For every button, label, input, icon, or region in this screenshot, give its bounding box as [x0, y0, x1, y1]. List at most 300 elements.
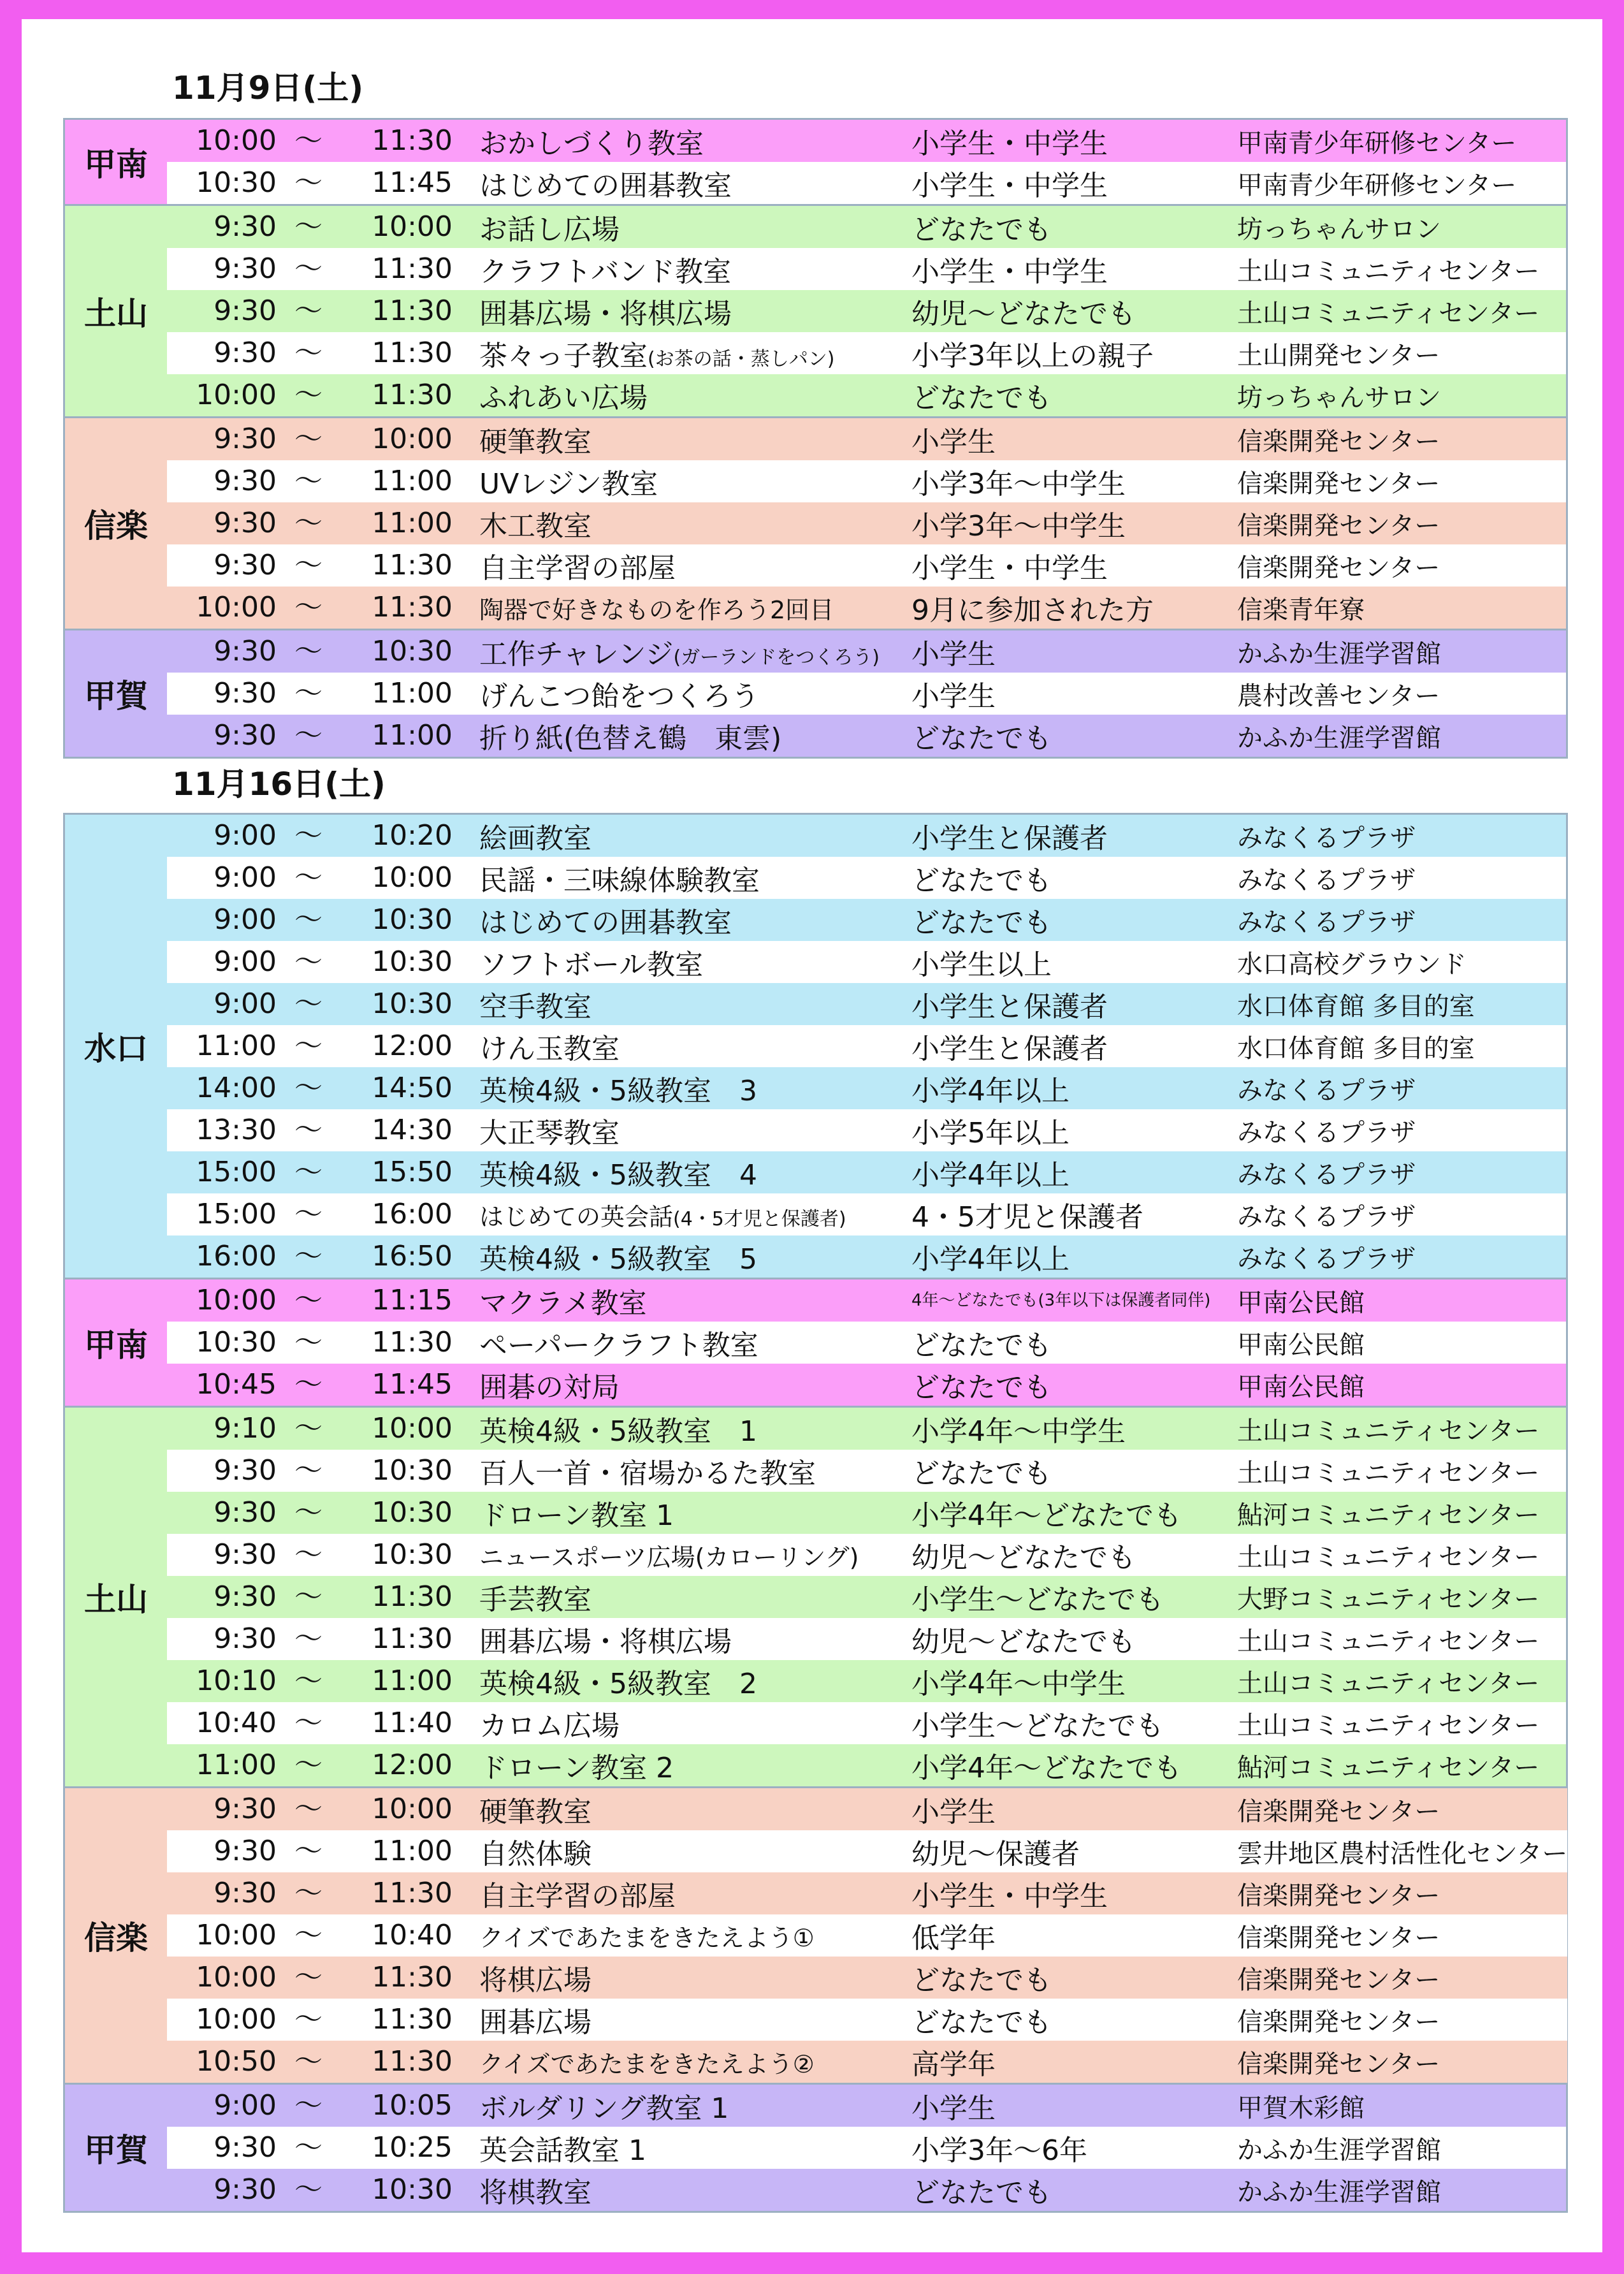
program-name: 囲碁広場 [479, 2006, 591, 2039]
venue-cell: 坊っちゃんサロン [1237, 214, 1441, 244]
schedule-row [167, 1025, 1566, 1067]
time-separator: ～ [294, 1240, 323, 1272]
area-group [65, 2085, 1566, 2211]
time-separator: ～ [294, 1326, 323, 1359]
time-separator: ～ [294, 635, 323, 667]
end-time: 11:00 [372, 719, 453, 752]
area-rows [167, 2085, 1566, 2211]
schedule-row [167, 899, 1566, 941]
start-time: 11:00 [196, 1030, 277, 1062]
time-separator: ～ [294, 166, 323, 199]
time-cell [167, 2127, 479, 2169]
target-cell: 幼児～どなたでも [911, 1626, 1136, 1658]
program-note: (ガーランドをつくろう) [673, 646, 880, 669]
program-name: クラフトバンド教室 [479, 256, 732, 288]
target-cell: 低学年 [911, 1922, 996, 1955]
time-cell [167, 162, 479, 204]
start-time: 9:30 [214, 1793, 277, 1825]
end-time: 10:30 [372, 988, 453, 1020]
venue-cell: 甲南公民館 [1237, 1330, 1365, 1360]
venue-cell: 甲南青少年研修センター [1237, 128, 1517, 158]
time-cell [167, 1235, 479, 1278]
program-cell [479, 1873, 911, 1914]
end-time: 10:30 [372, 635, 453, 667]
time-separator: ～ [294, 1665, 323, 1697]
start-time: 9:30 [214, 1835, 277, 1867]
program-note: (お茶の話・蒸しパン) [648, 348, 835, 370]
venue-cell: 鮎河コミュニティセンター [1237, 1753, 1540, 1782]
time-separator: ～ [294, 1496, 323, 1529]
end-time: 11:30 [372, 337, 453, 369]
area-label: 水口 [65, 815, 167, 1278]
venue-cell: 信楽開発センター [1237, 469, 1440, 499]
program-name: はじめての英会話 [479, 1202, 674, 1231]
time-cell [167, 1492, 479, 1534]
time-separator: ～ [294, 677, 323, 710]
end-time: 10:30 [372, 1454, 453, 1487]
target-cell: 小学生・中学生 [911, 1880, 1108, 1913]
start-time: 9:10 [214, 1412, 277, 1445]
program-cell [479, 120, 911, 161]
program-cell [479, 1492, 911, 1533]
end-time: 11:00 [372, 1835, 453, 1867]
program-name: おかしづくり教室 [479, 128, 704, 160]
venue-cell: 甲南公民館 [1237, 1288, 1365, 1318]
schedule-row [167, 162, 1566, 204]
time-separator: ～ [294, 1538, 323, 1571]
program-cell [479, 1026, 911, 1067]
program-name: 折り紙(色替え鶴 東雲) [479, 722, 782, 755]
area-label: 甲南 [65, 1279, 167, 1406]
start-time: 10:00 [196, 1961, 277, 1993]
end-time: 11:30 [372, 1622, 453, 1655]
time-cell [167, 1364, 479, 1406]
schedule-row [167, 815, 1566, 857]
program-name: 工作チャレンジ [479, 638, 674, 671]
program-cell [479, 1322, 911, 1363]
time-separator: ～ [294, 1454, 323, 1487]
time-separator: ～ [294, 861, 323, 894]
program-name: 空手教室 [479, 991, 591, 1023]
end-time: 11:30 [372, 379, 453, 411]
end-time: 10:00 [372, 1793, 453, 1825]
time-cell [167, 673, 479, 715]
schedule-row [167, 630, 1566, 673]
target-cell: どなたでも [911, 214, 1052, 246]
venue-cell: みなくるプラザ [1237, 1075, 1416, 1105]
target-cell: どなたでも [911, 1371, 1052, 1404]
time-cell [167, 1872, 479, 1914]
time-cell [167, 2085, 479, 2127]
end-time: 11:30 [372, 591, 453, 623]
area-label: 信楽 [65, 418, 167, 629]
program-name: 硬筆教室 [479, 1796, 591, 1828]
time-separator: ～ [294, 1030, 323, 1062]
start-time: 9:00 [214, 819, 277, 852]
end-time: 11:40 [372, 1707, 453, 1739]
program-cell [479, 1197, 911, 1232]
area-rows [167, 630, 1566, 757]
schedule-row [167, 1576, 1566, 1618]
target-cell: どなたでも [911, 907, 1052, 939]
end-time: 11:30 [372, 1326, 453, 1359]
program-cell [479, 1364, 911, 1405]
start-time: 9:30 [214, 549, 277, 581]
time-cell [167, 544, 479, 587]
program-cell [479, 1110, 911, 1151]
start-time: 9:30 [214, 210, 277, 243]
venue-cell: 鮎河コミュニティセンター [1237, 1500, 1540, 1530]
program-name: 英検4級・5級教室 4 [479, 1159, 757, 1192]
venue-cell: みなくるプラザ [1237, 865, 1416, 895]
time-separator: ～ [294, 124, 323, 157]
schedule-row [167, 206, 1566, 248]
target-cell: 小学生と保護者 [911, 822, 1108, 855]
venue-cell: 水口体育館 多目的室 [1237, 1033, 1475, 1063]
time-separator: ～ [294, 423, 323, 455]
time-separator: ～ [294, 719, 323, 752]
start-time: 16:00 [196, 1240, 277, 1272]
program-cell [479, 1619, 911, 1659]
time-separator: ～ [294, 465, 323, 497]
venue-cell: みなくるプラザ [1237, 1118, 1416, 1148]
program-note: (4・5才児と保護者) [673, 1207, 846, 1230]
time-cell [167, 1999, 479, 2041]
time-cell [167, 1576, 479, 1618]
time-separator: ～ [294, 1198, 323, 1230]
start-time: 10:00 [196, 124, 277, 157]
area-label: 信楽 [65, 1788, 167, 2083]
target-cell: 小学生 [911, 2092, 996, 2125]
schedule-row [167, 1999, 1567, 2041]
start-time: 9:30 [214, 337, 277, 369]
start-time: 9:00 [214, 945, 277, 978]
program-name: はじめての囲碁教室 [479, 170, 732, 202]
time-cell [167, 1109, 479, 1151]
time-separator: ～ [294, 1284, 323, 1316]
start-time: 9:00 [214, 903, 277, 936]
target-cell: 幼児～保護者 [911, 1838, 1080, 1870]
schedule-row [167, 1235, 1566, 1278]
venue-cell: かふか生涯学習館 [1237, 723, 1441, 753]
time-cell [167, 502, 479, 544]
start-time: 9:30 [214, 1622, 277, 1655]
venue-cell: 信楽開発センター [1237, 553, 1440, 583]
time-separator: ～ [294, 1877, 323, 1909]
time-separator: ～ [294, 2089, 323, 2122]
schedule-row [167, 2041, 1567, 2083]
time-cell [167, 2169, 479, 2211]
target-cell: どなたでも [911, 1964, 1052, 1997]
schedule-row [167, 1788, 1567, 1830]
venue-cell: 雲井地区農村活性化センター [1237, 1839, 1568, 1869]
venue-cell: みなくるプラザ [1237, 1160, 1416, 1190]
venue-cell: 信楽開発センター [1237, 1965, 1440, 1995]
venue-cell: 信楽開発センター [1237, 1923, 1440, 1953]
area-group [65, 120, 1566, 206]
start-time: 15:00 [196, 1198, 277, 1230]
end-time: 16:50 [372, 1240, 453, 1272]
end-time: 10:05 [372, 2089, 453, 2122]
end-time: 11:30 [372, 2045, 453, 2078]
target-cell: 小学生 [911, 426, 996, 458]
time-separator: ～ [294, 945, 323, 978]
target-cell: 小学4年以上 [911, 1243, 1069, 1276]
program-name: 英会話教室 1 [479, 2134, 646, 2167]
time-separator: ～ [294, 2173, 323, 2206]
time-cell [167, 815, 479, 857]
program-name: UVレジン教室 [479, 468, 658, 500]
program-cell [479, 857, 911, 898]
program-cell [479, 503, 911, 544]
schedule-row [167, 460, 1566, 502]
target-cell: 小学生と保護者 [911, 991, 1108, 1023]
schedule-row [167, 857, 1566, 899]
day-title-2: 11月16日(土) [172, 766, 386, 803]
schedule-row [167, 1322, 1566, 1364]
program-name: ソフトボール教室 [479, 949, 704, 981]
target-cell: 小学生 [911, 638, 996, 671]
time-cell [167, 630, 479, 673]
start-time: 10:40 [196, 1707, 277, 1739]
venue-cell: 坊っちゃんサロン [1237, 383, 1441, 412]
target-cell: 小学生・中学生 [911, 170, 1108, 202]
schedule-row [167, 1914, 1567, 1957]
schedule-row [167, 1702, 1566, 1744]
schedule-row [167, 1450, 1566, 1492]
target-cell: 小学生 [911, 680, 996, 713]
target-cell: 4年～どなたでも(3年以下は保護者同伴) [911, 1291, 1211, 1310]
schedule-row [167, 544, 1566, 587]
time-cell [167, 1660, 479, 1702]
program-name: ふれあい広場 [479, 382, 648, 414]
program-cell [479, 1831, 911, 1872]
start-time: 9:30 [214, 1496, 277, 1529]
area-rows [167, 1408, 1566, 1786]
end-time: 11:00 [372, 677, 453, 710]
program-name: 大正琴教室 [479, 1117, 620, 1149]
start-time: 9:30 [214, 635, 277, 667]
program-name: カロム広場 [479, 1710, 620, 1742]
time-cell [167, 1788, 479, 1830]
program-cell [479, 715, 911, 756]
time-cell [167, 1914, 479, 1957]
area-label: 土山 [65, 206, 167, 416]
end-time: 12:00 [372, 1749, 453, 1781]
venue-cell: 信楽開発センター [1237, 2049, 1440, 2079]
program-cell [479, 375, 911, 416]
target-cell: 小学3年以上の親子 [911, 340, 1154, 372]
schedule-row [167, 1534, 1566, 1576]
end-time: 10:30 [372, 1496, 453, 1529]
program-cell [479, 545, 911, 586]
time-separator: ～ [294, 1156, 323, 1188]
target-cell: どなたでも [911, 1329, 1052, 1362]
program-cell [479, 1236, 911, 1277]
program-name: げんこつ飴をつくろう [479, 680, 760, 713]
schedule-row [167, 418, 1566, 460]
schedule-row [167, 715, 1566, 757]
program-name: マクラメ教室 [479, 1287, 647, 1320]
program-name: 囲碁広場・将棋広場 [479, 298, 732, 330]
program-name: はじめての囲碁教室 [479, 907, 732, 939]
schedule-row [167, 1364, 1566, 1406]
venue-cell: 信楽開発センター [1237, 1797, 1440, 1826]
program-cell [479, 673, 911, 714]
target-cell: 高学年 [911, 2048, 996, 2081]
end-time: 12:00 [372, 1030, 453, 1062]
venue-cell: 土山コミュニティセンター [1237, 1542, 1540, 1572]
start-time: 10:50 [196, 2045, 277, 2078]
program-name: クイズであたまをきたえよう① [479, 1923, 815, 1952]
target-cell: 小学4年以上 [911, 1075, 1069, 1107]
time-separator: ～ [294, 1072, 323, 1104]
time-separator: ～ [294, 1793, 323, 1825]
start-time: 10:00 [196, 2003, 277, 2036]
program-cell [479, 461, 911, 502]
time-cell [167, 1450, 479, 1492]
target-cell: 小学3年～6年 [911, 2134, 1087, 2167]
program-cell [479, 249, 911, 289]
program-name: 自主学習の部屋 [479, 552, 676, 585]
end-time: 10:00 [372, 210, 453, 243]
start-time: 13:30 [196, 1114, 277, 1146]
time-separator: ～ [294, 1749, 323, 1781]
schedule-row [167, 2127, 1566, 2169]
end-time: 11:30 [372, 1961, 453, 1993]
start-time: 9:00 [214, 2089, 277, 2122]
start-time: 9:30 [214, 423, 277, 455]
area-group [65, 418, 1566, 630]
time-separator: ～ [294, 591, 323, 623]
area-label: 甲南 [65, 120, 167, 204]
time-separator: ～ [294, 549, 323, 581]
target-cell: 小学生・中学生 [911, 552, 1108, 585]
venue-cell: みなくるプラザ [1237, 1202, 1416, 1232]
schedule-table-2 [63, 813, 1568, 2213]
schedule-row [167, 1957, 1567, 1999]
program-name: 木工教室 [479, 510, 591, 543]
time-separator: ～ [294, 507, 323, 539]
target-cell: 小学3年～中学生 [911, 510, 1126, 543]
time-cell [167, 460, 479, 502]
program-cell [479, 1450, 911, 1491]
program-name: 将棋教室 [479, 2176, 591, 2209]
program-name: 囲碁広場・将棋広場 [479, 1626, 732, 1658]
end-time: 11:45 [372, 1368, 453, 1401]
target-cell: どなたでも [911, 382, 1052, 414]
area-label: 甲賀 [65, 630, 167, 757]
end-time: 11:00 [372, 507, 453, 539]
target-cell: 小学生・中学生 [911, 256, 1108, 288]
program-name: 将棋広場 [479, 1964, 591, 1997]
start-time: 9:30 [214, 465, 277, 497]
time-cell [167, 1151, 479, 1193]
area-rows [167, 1279, 1566, 1406]
time-cell [167, 1408, 479, 1450]
start-time: 9:30 [214, 719, 277, 752]
program-cell [479, 590, 911, 625]
program-name: 英検4級・5級教室 5 [479, 1243, 757, 1276]
program-cell [479, 984, 911, 1024]
program-name: 茶々っ子教室 [479, 340, 648, 372]
schedule-row [167, 502, 1566, 544]
program-name: 民謡・三味線体験教室 [479, 864, 760, 897]
program-name: 自主学習の部屋 [479, 1880, 676, 1913]
target-cell: どなたでも [911, 2176, 1052, 2209]
program-cell [479, 631, 911, 672]
time-cell [167, 290, 479, 332]
area-group [65, 1788, 1566, 2085]
area-rows [167, 206, 1566, 416]
time-separator: ～ [294, 1114, 323, 1146]
venue-cell: みなくるプラザ [1237, 907, 1416, 937]
venue-cell: 土山コミュニティセンター [1237, 1416, 1540, 1446]
program-name: 硬筆教室 [479, 426, 591, 458]
start-time: 9:30 [214, 1877, 277, 1909]
schedule-row [167, 1067, 1566, 1109]
start-time: 9:30 [214, 2173, 277, 2206]
time-separator: ～ [294, 210, 323, 243]
time-separator: ～ [294, 1961, 323, 1993]
target-cell: どなたでも [911, 1457, 1052, 1490]
venue-cell: 甲南公民館 [1237, 1372, 1365, 1402]
schedule-row [167, 1109, 1566, 1151]
program-name: 百人一首・宿場かるた教室 [479, 1457, 816, 1490]
venue-cell: 土山コミュニティセンター [1237, 256, 1540, 286]
target-cell: 小学生・中学生 [911, 128, 1108, 160]
time-cell [167, 1957, 479, 1999]
venue-cell: みなくるプラザ [1237, 823, 1416, 853]
end-time: 10:30 [372, 945, 453, 978]
target-cell: 9月に参加された方 [911, 594, 1154, 627]
target-cell: 小学生～どなたでも [911, 1710, 1164, 1742]
end-time: 10:00 [372, 1412, 453, 1445]
end-time: 11:30 [372, 549, 453, 581]
time-cell [167, 587, 479, 629]
program-name: 囲碁の対局 [479, 1371, 620, 1404]
schedule-row [167, 2085, 1566, 2127]
area-group [65, 815, 1566, 1279]
program-cell [479, 1745, 911, 1786]
schedule-row [167, 248, 1566, 290]
time-cell [167, 1744, 479, 1786]
target-cell: 幼児～どなたでも [911, 298, 1136, 330]
program-name: 英検4級・5級教室 2 [479, 1668, 757, 1700]
time-separator: ～ [294, 252, 323, 285]
time-cell [167, 1534, 479, 1576]
target-cell: 4・5才児と保護者 [911, 1201, 1143, 1234]
start-time: 9:30 [214, 1538, 277, 1571]
time-cell [167, 1279, 479, 1322]
time-cell [167, 374, 479, 416]
end-time: 10:40 [372, 1919, 453, 1951]
time-separator: ～ [294, 819, 323, 852]
end-time: 15:50 [372, 1156, 453, 1188]
program-cell [479, 1918, 911, 1953]
program-name: 英検4級・5級教室 3 [479, 1075, 757, 1107]
program-name: ニュースポーツ広場(カローリング) [479, 1543, 859, 1571]
time-cell [167, 418, 479, 460]
program-cell [479, 1280, 911, 1321]
program-name: けん玉教室 [479, 1033, 620, 1065]
program-cell [479, 291, 911, 332]
venue-cell: かふか生涯学習館 [1237, 639, 1441, 669]
start-time: 9:30 [214, 507, 277, 539]
schedule-row [167, 1193, 1566, 1235]
start-time: 9:30 [214, 677, 277, 710]
schedule-row [167, 587, 1566, 629]
